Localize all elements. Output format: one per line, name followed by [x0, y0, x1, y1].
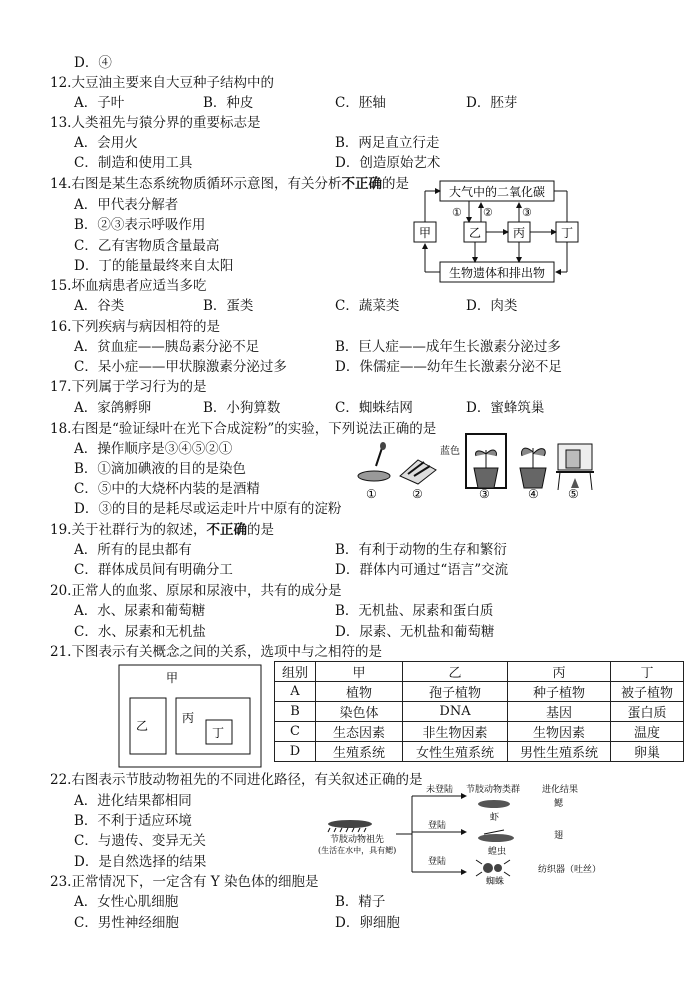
q21-table [274, 661, 684, 762]
q23-option-c: C．男性神经细胞 [74, 915, 179, 931]
table-cell: D [275, 742, 316, 762]
table-cell: 孢子植物 [403, 682, 508, 702]
fig18-blue-label: 蓝色 [440, 446, 460, 457]
q14-option-c: C．乙有害物质含量最高 [74, 238, 220, 254]
q23-stem: 23.正常情况下，一定含有 Y 染色体的细胞是 [50, 874, 319, 890]
table-cell: 生物因素 [508, 722, 611, 742]
fig22-animal1-label: 节肢动物类群 [466, 785, 521, 795]
table-row [275, 722, 684, 742]
fig22-animal1b-label: 虾 [490, 813, 500, 823]
q16-option-c: C．呆小症——甲状腺激素分泌过多 [74, 359, 287, 375]
q16-stem: 16.下列疾病与病因相符的是 [50, 319, 220, 335]
fig21-label-yi: 乙 [136, 719, 149, 733]
q22-stem: 22.右图表示节肢动物祖先的不同进化路径，有关叙述正确的是 [50, 772, 423, 788]
q12-stem: 12.大豆油主要来自大豆种子结构中的 [50, 75, 274, 91]
q14-option-a: A．甲代表分解者 [74, 197, 179, 213]
table-cell: 生殖系统 [316, 742, 403, 762]
q22-option-a: A．进化结果都相同 [74, 793, 192, 809]
fig14-node-bing: 丙 [512, 226, 526, 240]
q20-option-c: C．水、尿素和无机盐 [74, 624, 206, 640]
q23-option-d: D．卵细胞 [335, 915, 400, 931]
q17-stem: 17.下列属于学习行为的是 [50, 379, 207, 395]
table-cell: 卵巢 [611, 742, 684, 762]
q15-option-d: D．肉类 [466, 298, 518, 314]
q16-option-b: B．巨人症——成年生长激素分泌过多 [335, 339, 561, 355]
table-header-cell: 乙 [403, 662, 508, 682]
q15-option-a: A．谷类 [74, 298, 125, 314]
q20-stem: 20.正常人的血浆、原尿和尿液中，共有的成分是 [50, 583, 342, 599]
q13-option-d: D．创造原始艺术 [335, 155, 441, 171]
table-cell: 女性生殖系统 [403, 742, 508, 762]
q13-stem: 13.人类祖先与猿分界的重要标志是 [50, 115, 261, 131]
q16-option-a: A．贫血症——胰岛素分泌不足 [74, 339, 260, 355]
q12-option-b: B．种皮 [203, 95, 254, 111]
q16-option-d: D．侏儒症——幼年生长激素分泌不足 [335, 359, 562, 375]
fig18-label-4: ④ [528, 487, 539, 501]
q22-option-c: C．与遗传、变异无关 [74, 833, 206, 849]
table-cell: B [275, 702, 316, 722]
fig18-dish-dropper-icon [358, 442, 390, 481]
fig14-top-label: 大气中的二氧化碳 [448, 185, 546, 199]
q18-stem: 18.右图是“验证绿叶在光下合成淀粉”的实验，下列说法正确的是 [50, 421, 437, 437]
fig18-covered-plant-icon [466, 434, 506, 488]
q12-option-d: D．胚芽 [466, 95, 518, 111]
table-cell: 蛋白质 [611, 702, 684, 722]
q23-option-a: A．女性心肌细胞 [74, 894, 179, 910]
q18-option-b: B．①滴加碘液的目的是染色 [74, 461, 246, 477]
q17-option-b: B．小狗算数 [203, 400, 281, 416]
table-cell: 种子植物 [508, 682, 611, 702]
fig18-label-3: ③ [479, 487, 490, 501]
fig14-bottom-label: 生物遗体和排出物 [448, 266, 546, 280]
fig22-spider-icon [476, 860, 510, 876]
q19-option-a: A．所有的昆虫都有 [74, 542, 192, 558]
fig18-starch-experiment-figure [352, 432, 600, 502]
fig22-result-title: 进化结果 [542, 785, 579, 795]
q17-option-d: D．蜜蜂筑巢 [466, 400, 545, 416]
table-cell: 染色体 [316, 702, 403, 722]
fig14-arrow-label-3: ③ [522, 206, 532, 219]
q18-option-a: A．操作顺序是③④⑤②① [74, 441, 233, 457]
q14-stem: 14.右图是某生态系统物质循环示意图，有关分析不正确的是 [50, 176, 409, 192]
q22-option-b: B．不利于适应环境 [74, 813, 192, 829]
q14-option-d: D．丁的能量最终来自太阳 [74, 258, 234, 274]
q19-option-c: C．群体成员间有明确分工 [74, 562, 233, 578]
fig18-plant-pot-icon [520, 448, 546, 488]
table-row [275, 742, 684, 762]
fig18-leaf-tile-icon [400, 460, 436, 484]
table-header-cell: 丁 [611, 662, 684, 682]
q20-option-d: D．尿素、无机盐和葡萄糖 [335, 624, 495, 640]
fig22-result3: 纺织器（吐丝） [538, 865, 602, 875]
fig22-animal3-label: 蜘蛛 [486, 877, 505, 886]
table-cell: 被子植物 [611, 682, 684, 702]
fig21-concept-boxes [118, 664, 263, 769]
table-cell: 生态因素 [316, 722, 403, 742]
q22-option-d: D．是自然选择的结果 [74, 854, 207, 870]
table-cell: A [275, 682, 316, 702]
fig14-node-yi: 乙 [468, 226, 482, 240]
table-header-row [275, 662, 684, 682]
fig22-shrimp-icon [478, 800, 510, 808]
q17-option-c: C．蜘蛛结网 [335, 400, 413, 416]
fig21-label-ding: 丁 [212, 726, 225, 740]
q15-option-b: B．蛋类 [203, 298, 254, 314]
table-cell: 男性生殖系统 [508, 742, 611, 762]
q12-option-c: C．胚轴 [335, 95, 386, 111]
table-header-cell: 甲 [316, 662, 403, 682]
fig18-label-1: ① [366, 487, 377, 501]
table-cell: 基因 [508, 702, 611, 722]
fig22-ancestor-icon [328, 820, 372, 832]
q12-option-a: A．子叶 [74, 95, 125, 111]
q18-option-c: C．⑤中的大烧杯内装的是酒精 [74, 481, 260, 497]
table-row [275, 702, 684, 722]
q13-option-c: C．制造和使用工具 [74, 155, 193, 171]
table-row [275, 682, 684, 702]
fig21-label-bing: 丙 [182, 711, 195, 725]
q17-option-a: A．家鸽孵卵 [74, 400, 152, 416]
q15-option-c: C．蔬菜类 [335, 298, 400, 314]
table-cell: DNA [403, 702, 508, 722]
table-header-cell: 丙 [508, 662, 611, 682]
fig18-label-2: ② [412, 487, 423, 501]
fig14-arrow-label-2: ② [483, 206, 493, 219]
fig22-ancestor-note: (生活在水中，具有鳃) [318, 846, 397, 855]
fig22-evolution-diagram [316, 780, 606, 886]
table-cell: 非生物因素 [403, 722, 508, 742]
fig18-label-5: ⑤ [568, 487, 579, 501]
fig22-path3-label: 登陆 [428, 857, 447, 867]
q20-option-b: B．无机盐、尿素和蛋白质 [335, 603, 494, 619]
q19-option-d: D．群体内可通过“语言”交流 [335, 562, 509, 578]
q14-option-b: B．②③表示呼吸作用 [74, 217, 206, 233]
fig22-path1-label: 未登陆 [426, 785, 454, 795]
fig14-node-ding: 丁 [560, 226, 574, 240]
q11-option-d: D．④ [74, 55, 112, 71]
fig14-node-jia: 甲 [418, 226, 432, 240]
q23-option-b: B．精子 [335, 894, 386, 910]
q13-option-a: A．会用火 [74, 135, 138, 151]
table-cell: C [275, 722, 316, 742]
q21-stem: 21.下图表示有关概念之间的关系，选项中与之相符的是 [50, 644, 382, 660]
fig22-result1: 鳃 [554, 799, 564, 809]
q19-stem: 19.关于社群行为的叙述，不正确的是 [50, 522, 274, 538]
q20-option-a: A．水、尿素和葡萄糖 [74, 603, 206, 619]
fig22-ancestor-label: 节肢动物祖先 [330, 835, 385, 845]
table-header-cell: 组别 [275, 662, 316, 682]
fig14-arrow-label-1: ① [452, 206, 462, 219]
q15-stem: 15.坏血病患者应适当多吃 [50, 278, 207, 294]
fig14-material-cycle-diagram [408, 178, 590, 288]
q19-option-b: B．有利于动物的生存和繁衍 [335, 542, 507, 558]
table-cell: 植物 [316, 682, 403, 702]
q18-option-d: D．③的目的是耗尽或运走叶片中原有的淀粉 [74, 501, 342, 517]
fig21-label-jia: 甲 [166, 671, 179, 685]
fig18-heating-beaker-icon [556, 444, 594, 490]
q13-option-b: B．两足直立行走 [335, 135, 440, 151]
fig22-result2: 翅 [554, 831, 564, 841]
fig22-locust-icon [478, 830, 514, 842]
fig22-animal2-label: 蝗虫 [488, 847, 507, 857]
fig22-path2-label: 登陆 [428, 821, 447, 831]
table-cell: 温度 [611, 722, 684, 742]
